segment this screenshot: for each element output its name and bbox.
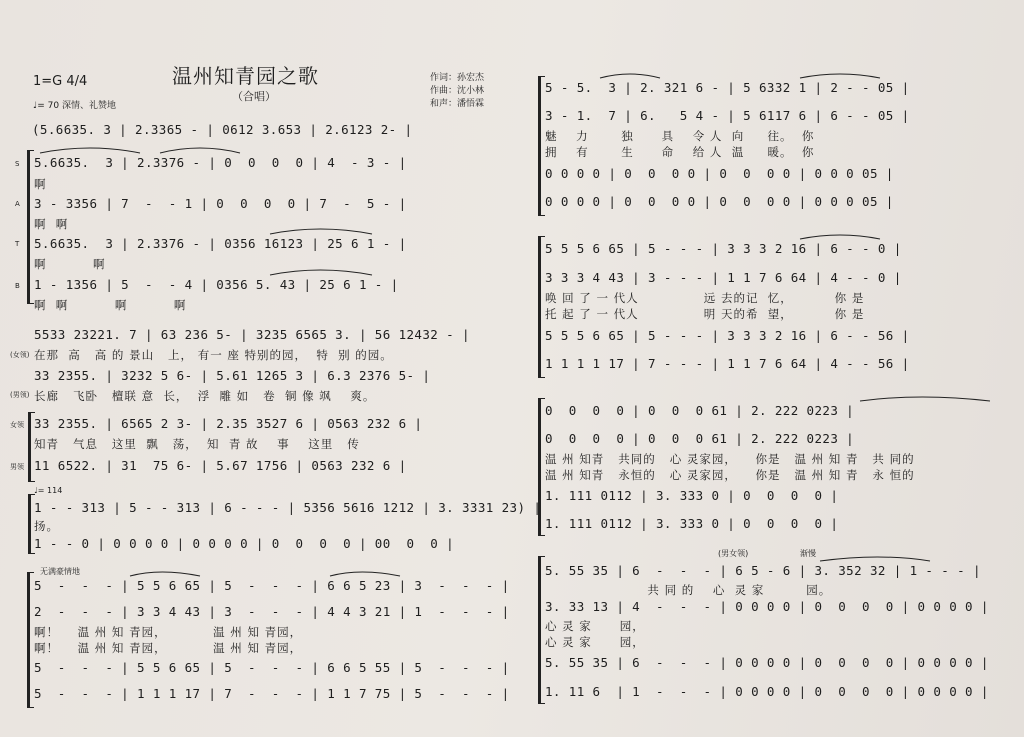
ritardando-mark: 渐慢 xyxy=(800,549,816,558)
part-label-female-lead-2: 女领 xyxy=(10,421,24,429)
lyric-line: 魅 力 独 具 令 人 向 往。 你 xyxy=(545,129,815,143)
credit-harmony: 和声：潘悟霖 xyxy=(430,99,485,109)
notation-line: 0 0 0 0 | 0 0 0 0 | 0 0 0 0 | 0 0 0 05 | xyxy=(545,166,894,181)
expression-mark: 无满豪情地 xyxy=(40,567,80,576)
part-label-male-lead: (男领) xyxy=(10,391,30,399)
notation-line: 33 2355. | 3232 5 6- | 5.61 1265 3 | 6.3 2376 5- | xyxy=(34,368,431,383)
lead-mark: (男女领) xyxy=(718,549,749,558)
notation-line: 1. 11 6 | 1 - - - | 0 0 0 0 | 0 0 0 0 | 0 0 0 0 | xyxy=(545,684,989,699)
notation-line: 5 - - - | 1 1 1 17 | 7 - - - | 1 1 7 75 | 5 - - - | xyxy=(34,686,510,701)
intro-line: (5.6635. 3 | 2.3365 - | 0612 3.653 | 2.6123 2- | xyxy=(32,122,413,137)
slur xyxy=(800,235,880,239)
notation-line: 1 1 1 1 17 | 7 - - - | 1 1 7 6 64 | 4 - - 56 | xyxy=(545,356,910,371)
notation-line: 11 6522. | 31 75 6- | 5.67 1756 | 0563 232 6 | xyxy=(34,458,407,473)
part-label-s: S xyxy=(15,160,20,168)
lyric-line: 啊 xyxy=(34,177,47,191)
notation-line: 3 3 3 4 43 | 3 - - - | 1 1 7 6 64 | 4 - - 0 | xyxy=(545,270,902,285)
slur xyxy=(600,74,660,78)
slur xyxy=(130,572,200,576)
notation-line: 5533 23221. 7 | 63 236 5- | 3235 6565 3. | 56 12432 - | xyxy=(34,327,470,342)
lyric-line: 心 灵 家 园， xyxy=(545,619,645,633)
notation-line: 1. 111 0112 | 3. 333 0 | 0 0 0 0 | xyxy=(545,488,839,503)
notation-line: 5. 55 35 | 6 - - - | 6 5 - 6 | 3. 352 32 | 1 - - - | xyxy=(545,563,981,578)
notation-line: 1. 111 0112 | 3. 333 0 | 0 0 0 0 | xyxy=(545,516,839,531)
notation-line: 0 0 0 0 | 0 0 0 61 | 2. 222 0223 | xyxy=(545,403,855,418)
notation-line: 2 - - - | 3 3 4 43 | 3 - - - | 4 4 3 21 | 1 - - - | xyxy=(34,604,510,619)
lyric-line: 温 州 知青 共同的 心 灵家园， 你是 温 州 知 青 共 同的 xyxy=(545,452,915,466)
notation-line: 0 0 0 0 | 0 0 0 61 | 2. 222 0223 | xyxy=(545,431,855,446)
lyric-line: 唤 回 了 一 代人 远 去的记 忆， 你 是 xyxy=(545,291,865,305)
part-label-female-lead: (女领) xyxy=(10,351,30,359)
lyric-line: 在那 高 高 的 景山 上， 有一 座 特别的园， 特 别 的园。 xyxy=(34,348,393,362)
lyric-line: 啊 啊 啊 啊 xyxy=(34,298,187,312)
lyric-line: 啊！ 温 州 知 青园， 温 州 知 青园， xyxy=(34,625,303,639)
lyric-line: 啊！ 温 州 知 青园， 温 州 知 青园， xyxy=(34,641,303,655)
notation-line: 5 - - - | 5 5 6 65 | 5 - - - | 6 6 5 23 | 3 - - - | xyxy=(34,578,510,593)
slur xyxy=(40,148,140,153)
credit-composer: 作曲：沈小林 xyxy=(430,86,485,96)
lyric-line: 共 同 的 心 灵 家 园。 xyxy=(545,583,832,597)
tempo-mark: ♩= 70 深情、礼赞地 xyxy=(33,101,116,111)
slur xyxy=(270,270,372,275)
notation-line: 5.6635. 3 | 2.3376 - | 0356 16123 | 25 6 1 - | xyxy=(34,236,407,251)
notation-line: 3. 33 13 | 4 - - - | 0 0 0 0 | 0 0 0 0 | 0 0 0 0 | xyxy=(545,599,989,614)
lyric-line: 扬。 xyxy=(34,519,59,533)
lyric-line: 拥 有 生 命 给 人 温 暖。 你 xyxy=(545,145,815,159)
credit-lyricist: 作词：孙宏杰 xyxy=(430,73,485,83)
part-label-male-lead-2: 男领 xyxy=(10,463,24,471)
lyric-line: 啊 啊 xyxy=(34,217,69,231)
score-subtitle: （合唱） xyxy=(232,90,276,103)
slur xyxy=(330,572,400,576)
notation-line: 1 - - 313 | 5 - - 313 | 6 - - - | 5356 5616 1212 | 3. 3331 23) | xyxy=(34,500,542,515)
notation-line: 5. 55 35 | 6 - - - | 0 0 0 0 | 0 0 0 0 | 0 0 0 0 | xyxy=(545,655,989,670)
part-label-a: A xyxy=(15,200,20,208)
tempo-change: ♩= 114 xyxy=(34,486,63,495)
lyric-line: 啊 啊 xyxy=(34,257,106,271)
lyric-line: 知青 气息 这里 飘 荡， 知 青 故 事 这里 传 xyxy=(34,437,360,451)
lyric-line: 长廊 飞卧 檀联 意 长， 浮 雕 如 卷 铜 像 飒 爽。 xyxy=(34,389,376,403)
notation-line: 1 - 1356 | 5 - - 4 | 0356 5. 43 | 25 6 1 - | xyxy=(34,277,399,292)
part-label-b: B xyxy=(15,282,20,290)
lyric-line: 心 灵 家 园， xyxy=(545,635,645,649)
notation-line: 33 2355. | 6565 2 3- | 2.35 3527 6 | 0563 232 6 | xyxy=(34,416,423,431)
slur xyxy=(270,229,372,234)
slur xyxy=(860,397,990,401)
notation-line: 1 - - 0 | 0 0 0 0 | 0 0 0 0 | 0 0 0 0 | 00 0 0 | xyxy=(34,536,455,551)
key-signature: 1=G 4/4 xyxy=(33,74,88,89)
slur xyxy=(800,74,880,78)
notation-line: 3 - 1. 7 | 6. 5 4 - | 5 6117 6 | 6 - - 05 | xyxy=(545,108,910,123)
slur xyxy=(160,148,240,153)
lyric-line: 托 起 了 一 代人 明 天的希 望， 你 是 xyxy=(545,307,865,321)
notation-line: 5 5 5 6 65 | 5 - - - | 3 3 3 2 16 | 6 - - 56 | xyxy=(545,328,910,343)
notation-line: 3 - 3356 | 7 - - 1 | 0 0 0 0 | 7 - 5 - | xyxy=(34,196,407,211)
lyric-line: 温 州 知青 永恒的 心 灵家园， 你是 温 州 知 青 永 恒的 xyxy=(545,468,915,482)
part-label-t: T xyxy=(15,240,20,248)
slur xyxy=(820,557,930,561)
score-title: 温州知青园之歌 xyxy=(172,64,319,88)
notation-line: 5 5 5 6 65 | 5 - - - | 3 3 3 2 16 | 6 - - 0 | xyxy=(545,241,902,256)
notation-line: 5.6635. 3 | 2.3376 - | 0 0 0 0 | 4 - 3 - | xyxy=(34,155,407,170)
notation-line: 5 - 5. 3 | 2. 321 6 - | 5 6332 1 | 2 - - 05 | xyxy=(545,80,910,95)
notation-line: 0 0 0 0 | 0 0 0 0 | 0 0 0 0 | 0 0 0 05 | xyxy=(545,194,894,209)
notation-line: 5 - - - | 5 5 6 65 | 5 - - - | 6 6 5 55 | 5 - - - | xyxy=(34,660,510,675)
